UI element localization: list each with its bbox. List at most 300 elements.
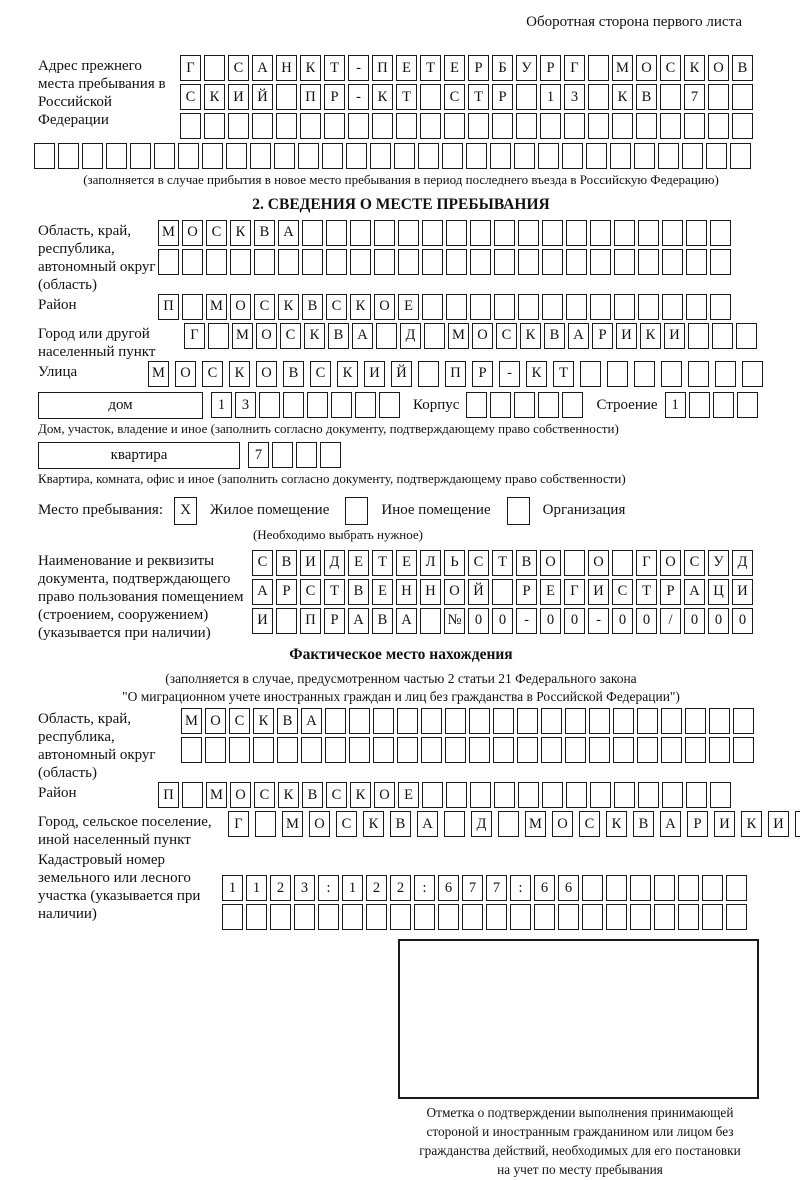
char-box: О: [374, 782, 395, 808]
stay-type-caption: (Необходимо выбрать нужное): [252, 526, 424, 542]
char-box: [270, 904, 291, 930]
char-box: [516, 113, 537, 139]
char-box: [366, 904, 387, 930]
char-box: К: [304, 323, 325, 349]
char-box: Т: [324, 55, 345, 81]
field-apartment: [38, 442, 764, 469]
char-box: 0: [564, 608, 585, 634]
char-box: И: [732, 579, 753, 605]
char-box: Й: [391, 361, 412, 387]
char-box: Е: [348, 550, 369, 576]
char-box: М: [206, 294, 227, 320]
char-box: [470, 782, 491, 808]
char-box: [252, 113, 273, 139]
char-box: [222, 904, 243, 930]
char-box: [446, 782, 467, 808]
char-box: [565, 737, 586, 763]
char-box: И: [616, 323, 637, 349]
char-box: [154, 143, 175, 169]
char-box: [566, 782, 587, 808]
char-box: :: [414, 875, 435, 901]
char-box: [490, 143, 511, 169]
char-box: [710, 294, 731, 320]
char-box: А: [252, 55, 273, 81]
char-box: 1: [342, 875, 363, 901]
char-box: В: [302, 294, 323, 320]
char-box: О: [660, 550, 681, 576]
char-box: [518, 294, 539, 320]
char-box: М: [181, 708, 202, 734]
char-box: Р: [687, 811, 708, 837]
char-box: [205, 737, 226, 763]
char-box: [662, 782, 683, 808]
char-box: 0: [732, 608, 753, 634]
char-box: [689, 392, 710, 418]
char-box: [542, 249, 563, 275]
char-box: В: [372, 608, 393, 634]
char-box: [438, 904, 459, 930]
char-box: [686, 249, 707, 275]
char-box: О: [540, 550, 561, 576]
char-box: -: [348, 84, 369, 110]
char-box: [493, 708, 514, 734]
char-box: 1: [211, 392, 232, 418]
char-box: [349, 708, 370, 734]
char-box: [661, 361, 682, 387]
char-box: К: [278, 782, 299, 808]
char-box: К: [229, 361, 250, 387]
char-box: К: [612, 84, 633, 110]
field-district: [38, 294, 764, 323]
char-box: [732, 113, 753, 139]
char-box: С: [496, 323, 517, 349]
char-box: [686, 294, 707, 320]
char-box: [678, 875, 699, 901]
char-box: [276, 84, 297, 110]
char-box: [230, 249, 251, 275]
char-box: С: [468, 550, 489, 576]
char-box: [349, 737, 370, 763]
char-box: [510, 904, 531, 930]
char-box: [422, 220, 443, 246]
char-box: [638, 220, 659, 246]
actual-city-row: [228, 811, 800, 837]
field-actual-city: [38, 811, 784, 849]
char-box: [637, 708, 658, 734]
char-box: О: [230, 294, 251, 320]
char-box: М: [148, 361, 169, 387]
char-box: П: [158, 782, 179, 808]
char-box: А: [278, 220, 299, 246]
char-box: [542, 782, 563, 808]
char-box: [684, 113, 705, 139]
char-box: [182, 782, 203, 808]
char-box: К: [230, 220, 251, 246]
char-box: [662, 294, 683, 320]
char-box: -: [588, 608, 609, 634]
char-box: [355, 392, 376, 418]
char-box: 6: [534, 875, 555, 901]
char-box: 7: [462, 875, 483, 901]
char-box: [446, 249, 467, 275]
char-box: [397, 708, 418, 734]
char-box: [590, 220, 611, 246]
char-box: О: [309, 811, 330, 837]
char-box: [638, 249, 659, 275]
field-document: [38, 550, 764, 642]
char-box: В: [732, 55, 753, 81]
char-box: П: [300, 84, 321, 110]
region-row-1: [158, 220, 764, 246]
char-box: [565, 708, 586, 734]
char-box: [373, 737, 394, 763]
char-box: Б: [492, 55, 513, 81]
char-box: А: [252, 579, 273, 605]
char-box: О: [182, 220, 203, 246]
char-box: [634, 361, 655, 387]
char-box: [542, 294, 563, 320]
char-box: В: [636, 84, 657, 110]
char-box: [376, 323, 397, 349]
street-label: Улица: [38, 363, 78, 380]
char-box: 0: [540, 608, 561, 634]
char-box: [613, 708, 634, 734]
char-box: [712, 323, 733, 349]
char-box: [246, 904, 267, 930]
char-box: [685, 708, 706, 734]
char-box: М: [525, 811, 546, 837]
char-box: [372, 113, 393, 139]
char-box: О: [175, 361, 196, 387]
char-box: [442, 143, 463, 169]
char-box: К: [350, 294, 371, 320]
char-box: К: [606, 811, 627, 837]
char-box: Р: [592, 323, 613, 349]
char-box: С: [280, 323, 301, 349]
char-box: [742, 361, 763, 387]
char-box: [582, 875, 603, 901]
char-box: [492, 579, 513, 605]
char-box: Г: [636, 550, 657, 576]
char-box: М: [612, 55, 633, 81]
char-box: В: [254, 220, 275, 246]
char-box: [517, 708, 538, 734]
char-box: [562, 392, 583, 418]
char-box: Г: [564, 579, 585, 605]
char-box: [466, 392, 487, 418]
char-box: [590, 294, 611, 320]
char-box: С: [660, 55, 681, 81]
char-box: [445, 737, 466, 763]
document-row-2: [252, 579, 764, 605]
char-box: [278, 249, 299, 275]
char-box: Р: [324, 84, 345, 110]
char-box: О: [444, 579, 465, 605]
char-box: Г: [184, 323, 205, 349]
char-box: [708, 84, 729, 110]
document-row-3: [252, 608, 764, 634]
char-box: Е: [540, 579, 561, 605]
stay-type-label: Место пребывания:: [38, 502, 163, 519]
actual-location-caption-1: (заполняется в случае, предусмотренном частью 2 статьи 21 Федерального закона: [165, 670, 637, 686]
prev-address-row-2: [180, 84, 764, 110]
char-box: И: [364, 361, 385, 387]
char-box: С: [206, 220, 227, 246]
char-box: В: [302, 782, 323, 808]
char-box: [420, 113, 441, 139]
char-box: Т: [468, 84, 489, 110]
char-box: И: [252, 608, 273, 634]
char-box: [610, 143, 631, 169]
char-box: У: [708, 550, 729, 576]
char-box: 0: [612, 608, 633, 634]
char-box: [302, 249, 323, 275]
char-box: С: [444, 84, 465, 110]
char-box: [614, 249, 635, 275]
char-box: Д: [471, 811, 492, 837]
char-box: Т: [636, 579, 657, 605]
char-box: С: [612, 579, 633, 605]
district-row: [158, 294, 764, 320]
char-box: [612, 550, 633, 576]
char-box: [422, 782, 443, 808]
char-box: [566, 249, 587, 275]
char-box: [421, 737, 442, 763]
char-box: [606, 904, 627, 930]
char-box: [178, 143, 199, 169]
char-box: [462, 904, 483, 930]
char-box: 3: [564, 84, 585, 110]
char-box: [713, 392, 734, 418]
char-box: [298, 143, 319, 169]
char-box: Р: [660, 579, 681, 605]
char-box: В: [516, 550, 537, 576]
char-box: 2: [390, 875, 411, 901]
char-box: [562, 143, 583, 169]
char-box: [662, 249, 683, 275]
char-box: [276, 113, 297, 139]
actual-location-title: Фактическое место нахождения: [289, 645, 513, 663]
char-box: А: [684, 579, 705, 605]
char-box: 0: [636, 608, 657, 634]
document-row-1: [252, 550, 764, 576]
char-box: О: [552, 811, 573, 837]
char-box: [710, 782, 731, 808]
char-box: М: [448, 323, 469, 349]
char-box: 3: [235, 392, 256, 418]
char-box: [396, 113, 417, 139]
char-box: [255, 811, 276, 837]
char-box: О: [374, 294, 395, 320]
stamp-caption-line-3: гражданства действий, необходимых для его постановки: [419, 1142, 741, 1158]
char-box: Т: [553, 361, 574, 387]
char-box: К: [526, 361, 547, 387]
char-box: А: [660, 811, 681, 837]
char-box: М: [206, 782, 227, 808]
prev-address-caption: (заполняется в случае прибытия в новое место пребывания в период последнего въезда в Российскую Федерацию): [83, 172, 719, 187]
char-box: [398, 249, 419, 275]
char-box: С: [336, 811, 357, 837]
char-box: У: [516, 55, 537, 81]
char-box: 2: [270, 875, 291, 901]
char-box: [733, 708, 754, 734]
char-box: [466, 143, 487, 169]
char-box: [638, 782, 659, 808]
char-box: Е: [396, 550, 417, 576]
district-label: Район: [38, 296, 77, 313]
char-box: А: [396, 608, 417, 634]
char-box: Н: [420, 579, 441, 605]
char-box: К: [684, 55, 705, 81]
apartment-caption: Квартира, комната, офис и иное (заполнить согласно документу, подтверждающему право собственности): [38, 470, 626, 486]
house-number-row: [211, 392, 403, 418]
char-box: О: [205, 708, 226, 734]
char-box: [542, 220, 563, 246]
field-actual-region: [38, 708, 764, 782]
char-box: А: [352, 323, 373, 349]
char-box: В: [328, 323, 349, 349]
char-box: [418, 361, 439, 387]
field-stay-type: [38, 497, 764, 525]
char-box: 1: [540, 84, 561, 110]
char-box: С: [180, 84, 201, 110]
char-box: Ц: [708, 579, 729, 605]
char-box: [445, 708, 466, 734]
char-box: [564, 550, 585, 576]
char-box: [514, 143, 535, 169]
char-box: С: [326, 782, 347, 808]
char-box: -: [348, 55, 369, 81]
char-box: И: [228, 84, 249, 110]
char-box: 0: [708, 608, 729, 634]
char-box: [398, 220, 419, 246]
char-box: [350, 220, 371, 246]
char-box: В: [348, 579, 369, 605]
char-box: [606, 875, 627, 901]
checkbox-residential: X: [174, 497, 197, 525]
char-box: [726, 875, 747, 901]
char-box: С: [202, 361, 223, 387]
char-box: [277, 737, 298, 763]
char-box: №: [444, 608, 465, 634]
char-box: [325, 737, 346, 763]
stroenie-row: [665, 392, 761, 418]
char-box: [538, 143, 559, 169]
char-box: К: [350, 782, 371, 808]
char-box: К: [520, 323, 541, 349]
char-box: П: [158, 294, 179, 320]
char-box: [492, 113, 513, 139]
char-box: О: [256, 361, 277, 387]
char-box: [182, 249, 203, 275]
char-box: [494, 294, 515, 320]
char-box: [514, 392, 535, 418]
char-box: [208, 323, 229, 349]
char-box: В: [277, 708, 298, 734]
city-label: Город или другой населенный пункт: [38, 325, 156, 360]
char-box: -: [516, 608, 537, 634]
char-box: О: [708, 55, 729, 81]
char-box: А: [568, 323, 589, 349]
char-box: В: [633, 811, 654, 837]
char-box: И: [714, 811, 735, 837]
char-box: [325, 708, 346, 734]
apartment-number-row: [248, 442, 344, 468]
char-box: П: [372, 55, 393, 81]
char-box: Г: [228, 811, 249, 837]
char-box: 0: [684, 608, 705, 634]
cadastre-row-1: [222, 875, 764, 901]
char-box: [420, 84, 441, 110]
char-box: И: [588, 579, 609, 605]
char-box: 1: [665, 392, 686, 418]
char-box: Г: [180, 55, 201, 81]
char-box: Т: [420, 55, 441, 81]
char-box: [588, 55, 609, 81]
char-box: И: [664, 323, 685, 349]
char-box: [228, 113, 249, 139]
char-box: [708, 113, 729, 139]
char-box: 0: [468, 608, 489, 634]
city-row: [184, 323, 764, 349]
char-box: [307, 392, 328, 418]
char-box: Е: [396, 55, 417, 81]
char-box: [540, 113, 561, 139]
option-other-premises-label: Иное помещение: [381, 502, 491, 519]
char-box: [566, 294, 587, 320]
char-box: Т: [372, 550, 393, 576]
char-box: [331, 392, 352, 418]
char-box: [490, 392, 511, 418]
char-box: К: [363, 811, 384, 837]
char-box: [534, 904, 555, 930]
char-box: С: [579, 811, 600, 837]
char-box: [229, 737, 250, 763]
char-box: [558, 904, 579, 930]
char-box: О: [588, 550, 609, 576]
char-box: [296, 442, 317, 468]
char-box: [180, 113, 201, 139]
char-box: С: [310, 361, 331, 387]
char-box: К: [372, 84, 393, 110]
char-box: Д: [400, 323, 421, 349]
char-box: 7: [486, 875, 507, 901]
char-box: [715, 361, 736, 387]
char-box: [202, 143, 223, 169]
actual-region-row-2: [181, 737, 764, 763]
char-box: Д: [324, 550, 345, 576]
char-box: [634, 143, 655, 169]
char-box: 6: [558, 875, 579, 901]
char-box: :: [510, 875, 531, 901]
char-box: Т: [396, 84, 417, 110]
char-box: [494, 220, 515, 246]
char-box: К: [300, 55, 321, 81]
char-box: [589, 708, 610, 734]
char-box: [702, 875, 723, 901]
char-box: [607, 361, 628, 387]
char-box: [294, 904, 315, 930]
field-actual-district: [38, 782, 764, 811]
char-box: [541, 708, 562, 734]
char-box: [564, 113, 585, 139]
char-box: [300, 113, 321, 139]
char-box: [420, 608, 441, 634]
char-box: [58, 143, 79, 169]
char-box: [538, 392, 559, 418]
char-box: Ь: [444, 550, 465, 576]
char-box: [390, 904, 411, 930]
